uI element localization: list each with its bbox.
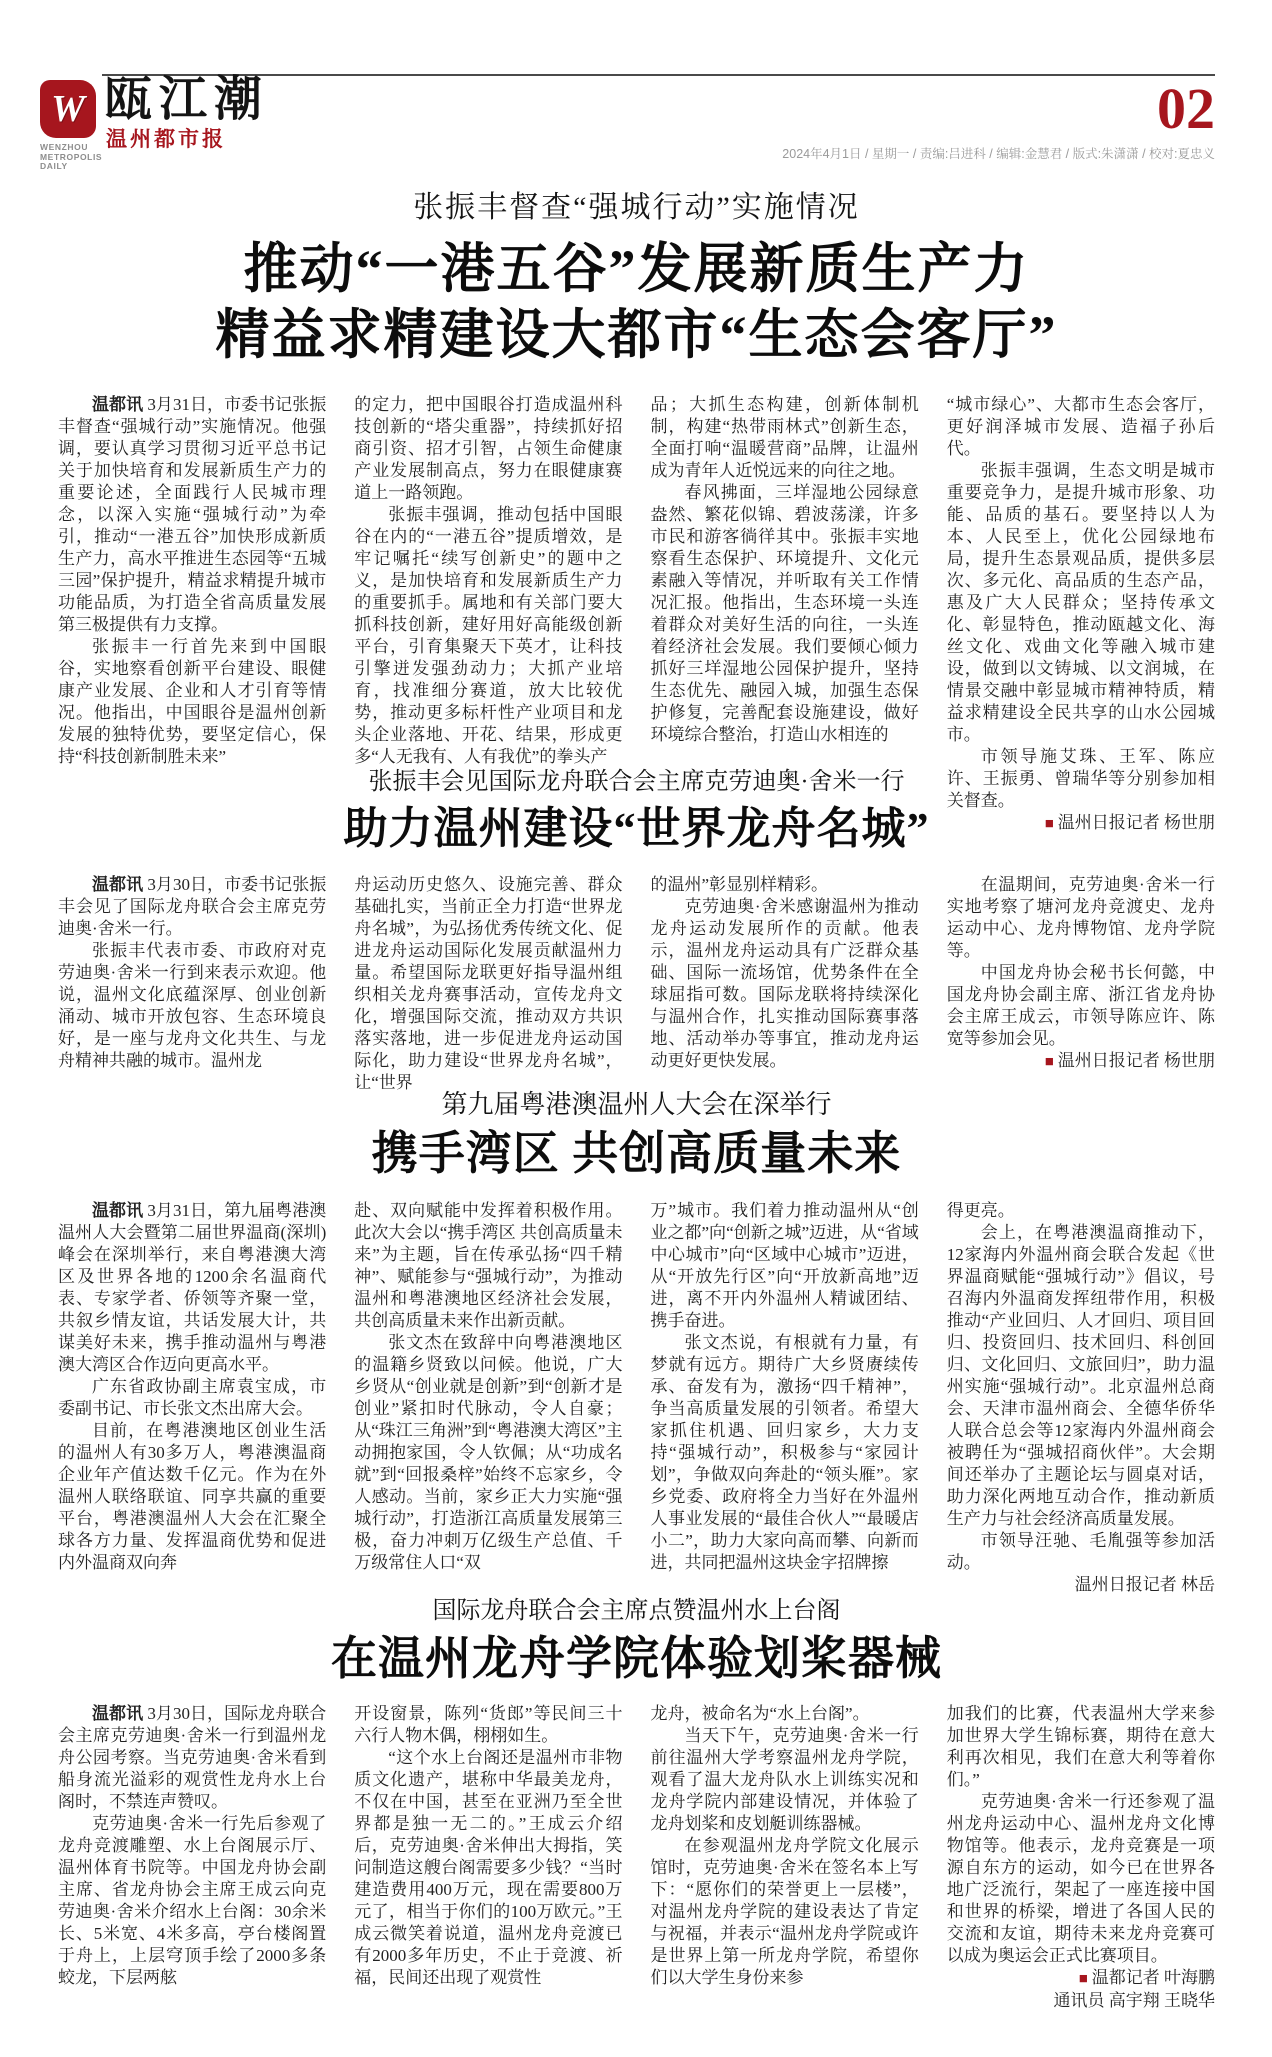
paragraph: 会上，在粤港澳温商推动下，12家海内外温州商会联合发起《世界温商赋能“强城行动”》倡议，号召海内外温商发挥纽带作用，积极推动“产业回归、人才回归、项目回归、投资回归、技术回归、科创回归、文化回归、文旅回归”，助力温州实施“强城行动”。北京温州总商会、天津市温州商会、全德华侨华人联合总会等12家海内外温州商会被聘任为“强城招商伙伴”。大会期间还举办了主题论坛与圆桌对话，助力深化两地互动合作，推动新质生产力与社会经济高质量发展。 bbox=[946, 1223, 1215, 1528]
paragraph: 舟运动历史悠久、设施完善、群众基础扎实，当前正全力打造“世界龙舟名城”，为弘扬优秀传统文化、促进龙舟运动国际化发展贡献温州力量。希望国际龙联更好指导温州组织相关龙舟赛事活动，宣传龙舟文化，增强国际交流，推动双方共识落实落地，进一步促进龙舟运动国际化，助力建设“世界龙舟名城”，让“世界 bbox=[354, 875, 623, 1092]
article-column bbox=[58, 1703, 326, 2012]
article-column bbox=[354, 1200, 622, 1596]
article-column bbox=[947, 874, 1215, 1094]
paragraph: 目前，在粤港澳地区创业生活的温州人有30多万人，粤港澳温商企业年产值达数千亿元。作为在外温州人联络联谊、同享共赢的重要平台，粤港澳温州人大会在汇聚全球各方力量、发挥温商优势和促进内外温商双向奔 bbox=[58, 1421, 327, 1572]
article-column bbox=[354, 874, 622, 1094]
article-columns bbox=[58, 874, 1215, 1094]
article-column bbox=[651, 1200, 919, 1596]
article-qiangcheng-inspection bbox=[58, 190, 1215, 835]
paragraph: 张振丰强调，生态文明是城市重要竞争力，是提升城市形象、功能、品质的基石。要坚持以人为本、人民至上，优化公园绿地布局，提升生态景观品质，提供多层次、多元化、高品质的生态产品，惠及广大人民群众；坚持传承文化、彰显特色，推动瓯越文化、海丝文化、戏曲文化等融入城市建设，做到以文铸城、以文润城，在情景交融中彰显城市精神特质，精益求精建设全民共享的山水公园城市。 bbox=[946, 461, 1215, 744]
article-dragon-boat-meeting bbox=[58, 768, 1215, 1094]
paragraph: 温都讯 3月31日，第九届粤港澳温州人大会暨第二届世界温商(深圳)峰会在深圳举行，来自粤港澳大湾区及世界各地的1200余名温商代表、专家学者、侨领等齐聚一堂，共叙乡情友谊，共话发展大计，共谋美好未来，携手推动温州与粤港澳大湾区合作迈向更高水平。 bbox=[58, 1201, 327, 1374]
paragraph: 温都讯 3月30日，市委书记张振丰会见了国际龙舟联合会主席克劳迪奥·舍米一行。 bbox=[58, 875, 327, 938]
masthead-english-line: DAILY bbox=[40, 161, 68, 171]
paragraph: 张振丰一行首先来到中国眼谷，实地察看创新平台建设、眼健康产业发展、企业和人才引育等情况。他指出，中国眼谷是温州创新发展的独特优势，要坚定信心，保持“科技创新制胜未来” bbox=[58, 637, 327, 766]
article-headline bbox=[58, 236, 1215, 368]
article-columns bbox=[58, 1703, 1215, 2012]
page-number: 02 bbox=[1157, 76, 1215, 141]
paragraph: 克劳迪奥·舍米感谢温州为推动龙舟运动发展所作的贡献。他表示，温州龙舟运动具有广泛群众基础、国际一流场馆，优势条件在全球屈指可数。国际龙联将持续深化与温州合作，扎实推动国际赛事落地、活动举办等事宜，推动龙舟运动更好更快发展。 bbox=[650, 897, 919, 1070]
paragraph: 春风拂面，三垟湿地公园绿意盎然、繁花似锦、碧波荡漾，许多市民和游客徜徉其中。张振丰实地察看生态保护、环境提升、文化元素融入等情况，并听取有关工作情况汇报。他指出，生态环境一头连着群众对美好生活的向往，一头连着经济社会发展。我们要倾心倾力抓好三垟湿地公园保护提升，坚持生态优先、融园入城，加强生态保护修复，完善配套设施建设，做好环境综合整治，打造山水相连的 bbox=[650, 483, 919, 744]
paragraph: 广东省政协副主席袁宝成，市委副书记、市长张文杰出席大会。 bbox=[58, 1377, 327, 1418]
masthead-english-line: METROPOLIS bbox=[40, 151, 103, 162]
article-column bbox=[58, 1200, 326, 1596]
byline: 通讯员 高宇翔 王晓华 bbox=[1053, 1991, 1215, 2010]
masthead-english-line: WENZHOU bbox=[40, 142, 89, 152]
paragraph: 温都讯 3月30日，国际龙舟联合会主席克劳迪奥·舍米一行到温州龙舟公园考察。当克劳迪奥·舍米看到船身流光溢彩的观赏性龙舟水上台阁时，不禁连声赞叹。 bbox=[58, 1704, 327, 1811]
paragraph: 市领导施艾珠、王军、陈应许、王振勇、曾瑞华等分别参加相关督查。 bbox=[946, 747, 1215, 810]
masthead-english bbox=[40, 143, 102, 172]
paragraph: 的定力，把中国眼谷打造成温州科技创新的“塔尖重器”，持续抓好招商引资、招才引智，占领生命健康产业发展制高点，努力在眼健康赛道上一路领跑。 bbox=[354, 395, 623, 502]
paragraph: 加我们的比赛，代表温州大学来参加世界大学生锦标赛，期待在意大利再次相见，我们在意大利等着你们。” bbox=[946, 1704, 1215, 1789]
paragraph: 品；大抓生态构建，创新体制机制，构建“热带雨林式”创新生态，全面打响“温暖营商”品牌，让温州成为青年人近悦远来的向往之地。 bbox=[650, 395, 919, 480]
article-kicker: 国际龙舟联合会主席点赞温州水上台阁 bbox=[432, 1598, 841, 1624]
lead-tag: 温都讯 bbox=[92, 1201, 144, 1220]
byline: 温州日报记者 林岳 bbox=[1074, 1575, 1215, 1594]
paragraph: 当天下午，克劳迪奥·舍米一行前往温州大学考察温州龙舟学院，观看了温大龙舟队水上训练实况和龙舟学院内部建设情况，并体验了龙舟划桨和皮划艇训练器械。 bbox=[650, 1726, 919, 1833]
byline-square-icon: ■ bbox=[1044, 816, 1054, 832]
paragraph: 龙舟，被命名为“水上台阁”。 bbox=[650, 1704, 870, 1723]
article-bay-area-conference bbox=[58, 1090, 1215, 1596]
paragraph: 张文杰在致辞中向粤港澳地区的温籍乡贤致以问候。他说，广大乡贤从“创业就是创新”到“创新才是创业”紧扣时代脉动，令人自豪；从“珠江三角洲”到“粤港澳大湾区”主动拥抱家国，令人钦佩；从“功成名就”到“回报桑梓”始终不忘家乡，令人感动。当前，家乡正大力实施“强城行动”，打造浙江高质量发展第三极，奋力冲刺万亿级生产总值、千万级常住人口“双 bbox=[354, 1333, 623, 1572]
article-headline: 携手湾区 共创高质量未来 bbox=[371, 1128, 902, 1179]
paragraph: 克劳迪奥·舍米一行先后参观了龙舟竞渡雕塑、水上台阁展示厅、温州体育书院等。中国龙舟协会副主席、省龙舟协会主席王成云向克劳迪奥·舍米介绍水上台阁：30余米长、5米宽、4米多高，亭台楼阁置于舟上，上层穹顶手绘了2000多条蛟龙，下层两舷 bbox=[58, 1814, 327, 1987]
byline-square-icon: ■ bbox=[1078, 1971, 1088, 1987]
masthead-subtitle: 温州都市报 bbox=[106, 127, 226, 151]
paragraph: “这个水上台阁还是温州市非物质文化遗产，堪称中华最美龙舟，不仅在中国，甚至在亚洲乃至全世界都是独一无二的。”王成云介绍后，克劳迪奥·舍米伸出大拇指，笑问制造这艘台阁需要多少钱？“当时建造费用400万元，现在需要800万元了，相当于你们的100万欧元。”王成云微笑着说道，温州龙舟竞渡已有2000多年历史，不止于竞渡、祈福，民间还出现了观赏性 bbox=[354, 1748, 623, 1987]
article-kicker: 张振丰会见国际龙舟联合会主席克劳迪奥·舍米一行 bbox=[368, 769, 905, 795]
paragraph: 赴、双向赋能中发挥着积极作用。此次大会以“携手湾区 共创高质量未来”为主题，旨在传承弘扬“四千精神”、赋能参与“强城行动”，为推动温州和粤港澳地区经济社会发展，共创高质量未来作出新贡献。 bbox=[354, 1201, 623, 1330]
article-column bbox=[58, 874, 326, 1094]
paragraph: 市领导汪驰、毛胤强等参加活动。 bbox=[946, 1531, 1215, 1572]
article-headline: 助力温州建设“世界龙舟名城” bbox=[343, 804, 930, 853]
lead-tag: 温都讯 bbox=[92, 875, 144, 894]
lead-tag: 温都讯 bbox=[92, 1704, 144, 1723]
paragraph: 在参观温州龙舟学院文化展示馆时，克劳迪奥·舍米在签名本上写下：“愿你们的荣誉更上一层楼”，对温州龙舟学院的建设表达了肯定与祝福，并表示“温州龙舟学院或许是世界上第一所龙舟学院，希望你们以大学生身份来参 bbox=[650, 1836, 919, 1987]
article-columns bbox=[58, 1200, 1215, 1596]
masthead-logo bbox=[40, 80, 96, 138]
paragraph: 的温州”彰显别样精彩。 bbox=[650, 875, 829, 894]
article-column bbox=[947, 1200, 1215, 1596]
paragraph: 温都讯 3月31日，市委书记张振丰督查“强城行动”实施情况。他强调，要认真学习贯彻习近平总书记关于加快培育和发展新质生产力的重要论述，全面践行人民城市理念，以深入实施“强城行动”为牵引，推动“一港五谷”加快形成新质生产力，高水平推进生态园等“五城三园”保护提升，精益求精提升城市功能品质，为打造全省高质量发展第三极提供有力支撑。 bbox=[58, 395, 327, 634]
paragraph: 张振丰强调，推动包括中国眼谷在内的“一港五谷”提质增效，是牢记嘱托“续写创新史”的题中之义，是加快培育和发展新质生产力的重要抓手。属地和有关部门要大抓科技创新，建好用好高能级创新平台，引育集聚天下英才，让科技引擎迸发强劲动力；大抓产业培育，找准细分赛道，放大比较优势，推动更多标杆性产业项目和龙头企业落地、开花、结果，形成更多“人无我有、人有我优”的拳头产 bbox=[354, 505, 623, 766]
lead-tag: 温都讯 bbox=[92, 395, 144, 414]
article-dragon-boat-academy bbox=[58, 1597, 1215, 2012]
paragraph: “城市绿心”、大都市生态会客厅，更好润泽城市发展、造福子孙后代。 bbox=[946, 395, 1215, 458]
article-kicker: 第九届粤港澳温州人大会在深举行 bbox=[441, 1090, 832, 1119]
paragraph: 开设窗景，陈列“货郎”等民间三十六行人物木偶，栩栩如生。 bbox=[354, 1704, 623, 1745]
paragraph: 得更亮。 bbox=[946, 1201, 1015, 1220]
headline-line-1: 推动“一港五谷”发展新质生产力 bbox=[243, 239, 1030, 299]
article-column bbox=[354, 1703, 622, 2012]
paragraph: 克劳迪奥·舍米一行还参观了温州龙舟运动中心、温州龙舟文化博物馆等。他表示，龙舟竞赛是一项源自东方的运动，如今已在世界各地广泛流行，架起了一座连接中国和世界的桥梁，增进了各国人民的交流和友谊，期待未来龙舟竞赛可以成为奥运会正式比赛项目。 bbox=[946, 1792, 1215, 1965]
paragraph: 在温期间，克劳迪奥·舍米一行实地考察了塘河龙舟竞渡史、龙舟运动中心、龙舟博物馆、龙舟学院等。 bbox=[946, 875, 1215, 960]
paragraph: 张振丰代表市委、市政府对克劳迪奥·舍米一行到来表示欢迎。他说，温州文化底蕴深厚、创业创新涌动、城市开放包容、生态环境良好，是一座与龙舟文化共生、与龙舟精神共融的城市。温州龙 bbox=[58, 941, 327, 1070]
byline: ■ 温都记者 叶海鹏 bbox=[1078, 1968, 1215, 1987]
headline-line-2: 精益求精建设大都市“生态会客厅” bbox=[215, 305, 1058, 365]
article-headline: 在温州龙舟学院体验划桨器械 bbox=[331, 1633, 942, 1684]
date-line: 2024年4月1日 / 星期一 / 责编:吕进科 / 编辑:金慧君 / 版式:朱潇潇 / 校对:夏忠义 bbox=[782, 147, 1215, 161]
article-kicker: 张振丰督查“强城行动”实施情况 bbox=[413, 191, 860, 224]
byline-square-icon: ■ bbox=[1044, 1054, 1054, 1070]
article-column bbox=[651, 874, 919, 1094]
article-column bbox=[651, 1703, 919, 2012]
paragraph: 张文杰说，有根就有力量，有梦就有远方。期待广大乡贤赓续传承、奋发有为，激扬“四千精神”，争当高质量发展的引领者。希望大家抓住机遇、回归家乡，大力支持“强城行动”，积极参与“家园计划”，争做双向奔赴的“领头雁”。家乡党委、政府将全力当好在外温州人事业发展的“最佳合伙人”“最暖店小二”，助力大家向高而攀、向新而进，共同把温州这块金字招牌擦 bbox=[650, 1333, 919, 1572]
paragraph: 万”城市。我们着力推动温州从“创业之都”向“创新之城”迈进，从“省域中心城市”向“区域中心城市”迈进，从“开放先行区”向“开放新高地”迈进，离不开内外温州人精诚团结、携手奋进。 bbox=[650, 1201, 919, 1330]
byline: ■ 温州日报记者 杨世朋 bbox=[1044, 813, 1215, 832]
masthead-title: 瓯江潮 bbox=[104, 73, 270, 126]
logo-w-glyph: W bbox=[51, 88, 85, 130]
paragraph: 中国龙舟协会秘书长何懿，中国龙舟协会副主席、浙江省龙舟协会主席王成云，市领导陈应许、陈宽等参加会见。 bbox=[946, 963, 1215, 1048]
article-column bbox=[947, 1703, 1215, 2012]
byline: ■ 温州日报记者 杨世朋 bbox=[1044, 1051, 1215, 1070]
